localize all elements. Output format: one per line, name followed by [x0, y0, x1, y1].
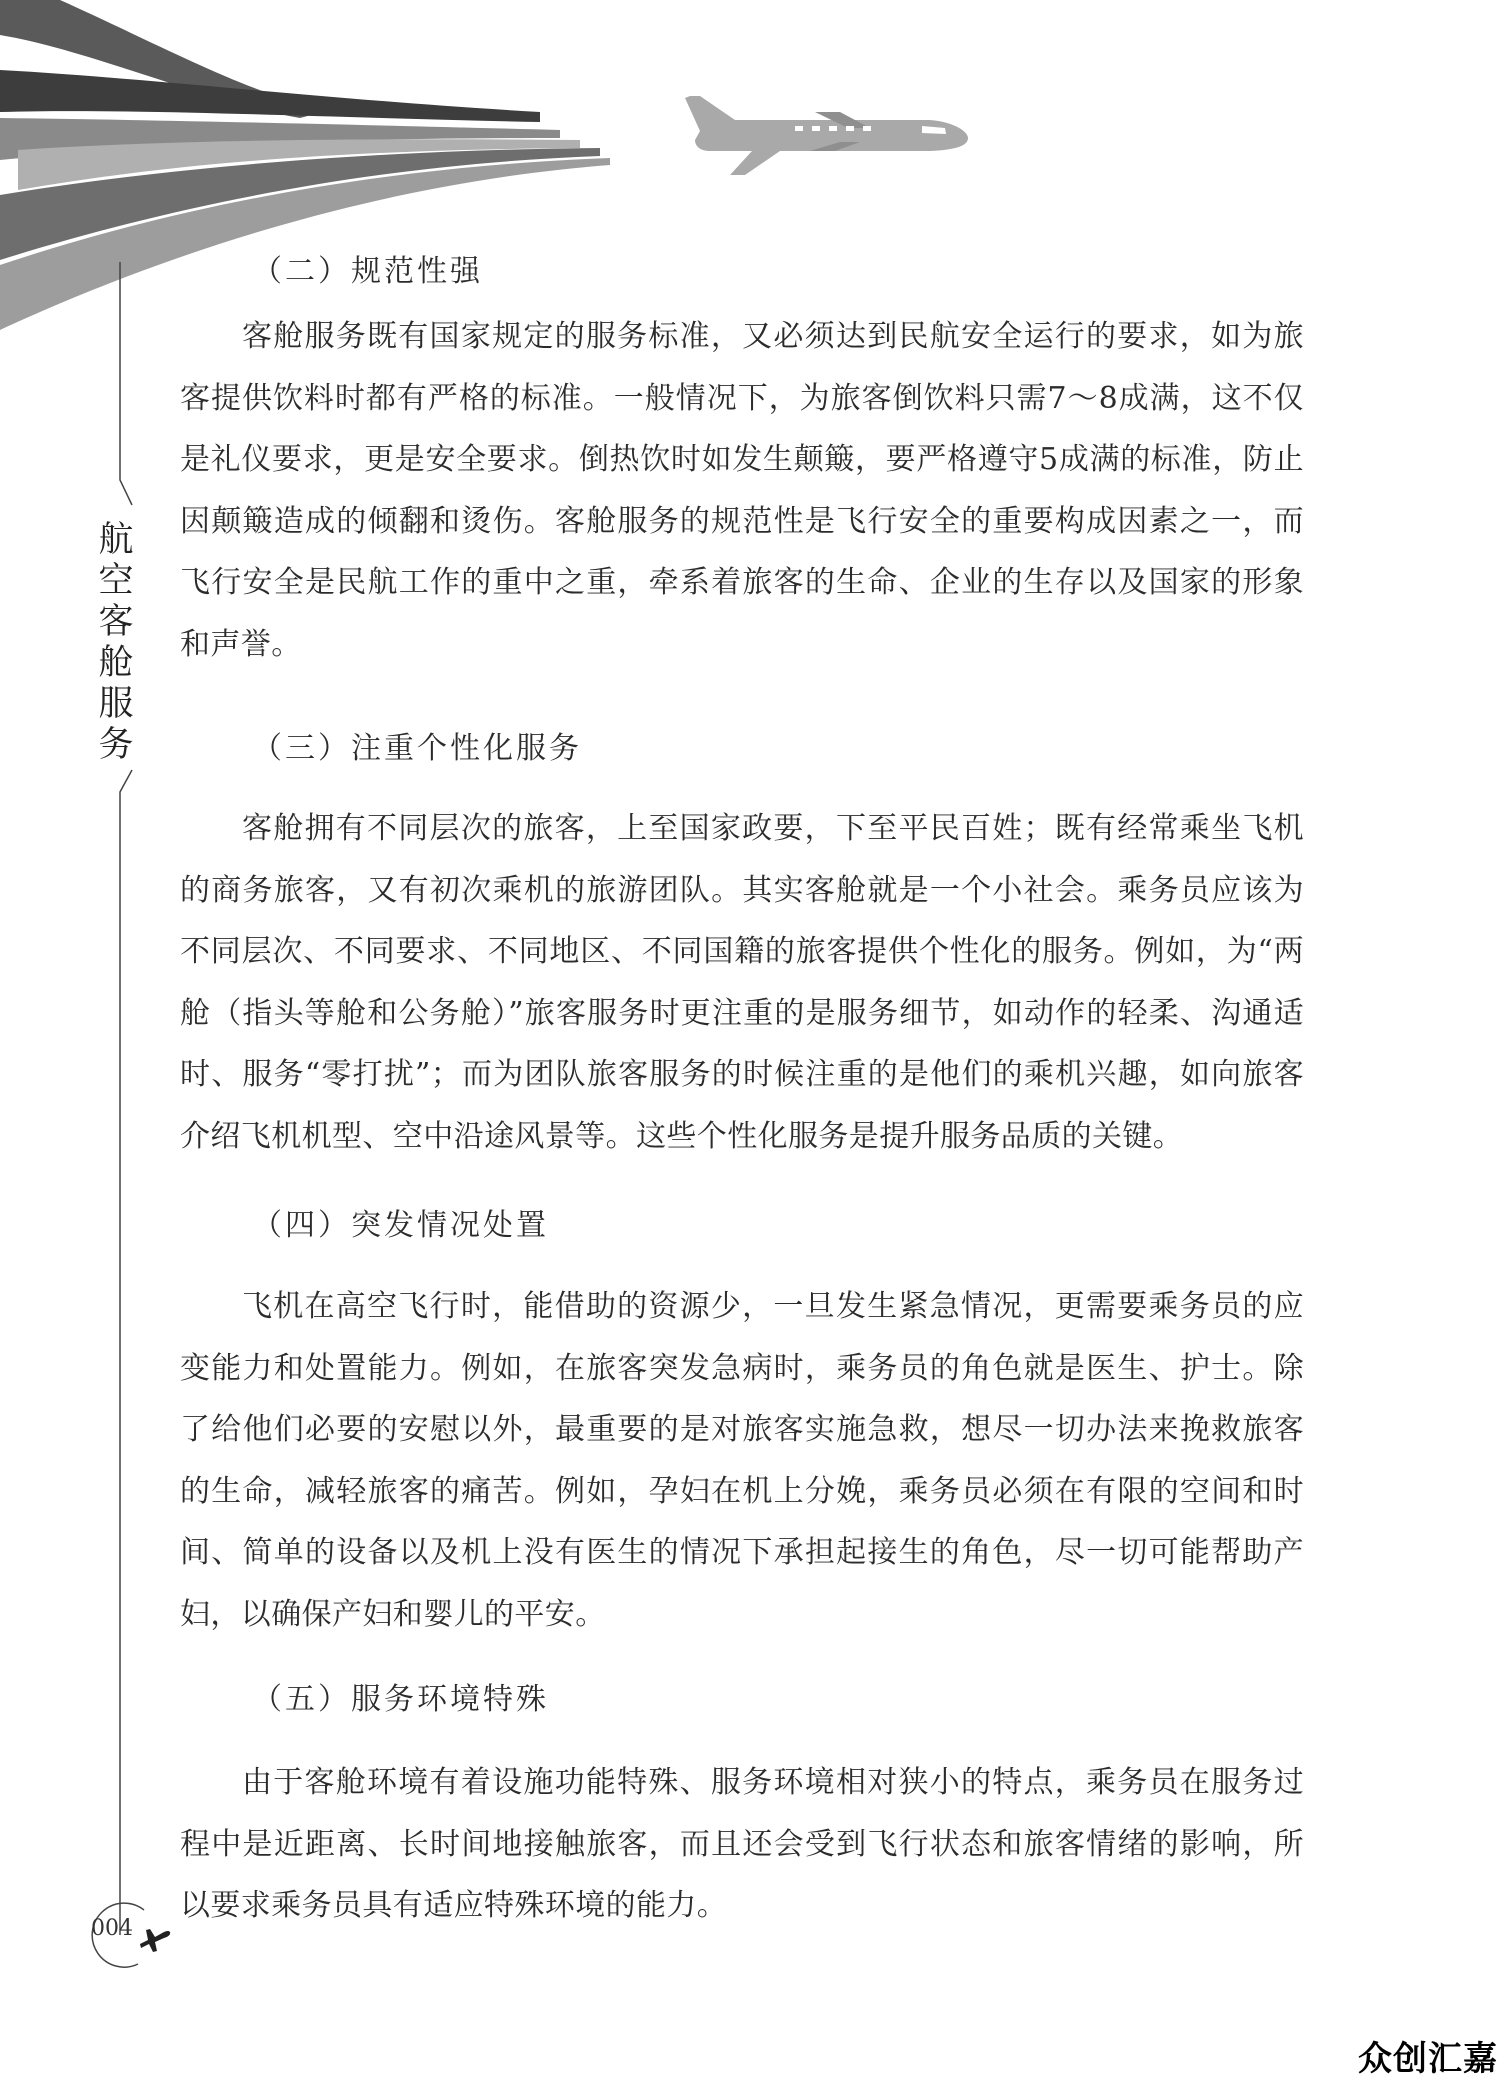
running-title-char: 服 — [98, 684, 134, 724]
section-heading: （二）规范性强 — [252, 254, 483, 289]
section-paragraph: 由于客舱环境有着设施功能特殊、服务环境相对狭小的特点，乘务员在服务过程中是近距离、长时间地接触旅客，而且还会受到飞行状态和旅客情绪的影响，所以要求乘务员具有适应特殊环境的能力。 — [180, 1765, 1304, 1923]
running-title-char: 空 — [98, 561, 134, 601]
section-paragraph: 飞机在高空飞行时，能借助的资源少，一旦发生紧急情况，更需要乘务员的应变能力和处置能力。例如，在旅客突发急病时，乘务员的角色就是医生、护士。除了给他们必要的安慰以外，最重要的是对旅客实施急救，想尽一切办法来挽救旅客的生命，减轻旅客的痛苦。例如，孕妇在机上分娩，乘务员必须在有限的空间和时间、简单的设备以及机上没有医生的情况下承担起接生的角色，尽一切可能帮助产妇，以确保产妇和婴儿的平安。 — [180, 1289, 1304, 1632]
page-number: 004 — [91, 1916, 133, 1941]
section-heading: （三）注重个性化服务 — [252, 731, 582, 766]
small-airplane-icon — [134, 1914, 174, 1954]
page-number-badge — [82, 1902, 178, 1974]
running-title-char: 舱 — [98, 643, 134, 683]
section-heading: （四）突发情况处置 — [252, 1208, 549, 1243]
running-title-char: 航 — [98, 520, 134, 560]
watermark-logo: 众创汇嘉 — [1358, 2039, 1498, 2079]
running-title — [96, 520, 136, 766]
running-title-char: 务 — [98, 725, 134, 765]
side-rule — [0, 0, 160, 1990]
section-paragraph: 客舱拥有不同层次的旅客，上至国家政要，下至平民百姓；既有经常乘坐飞机的商务旅客，又有初次乘机的旅游团队。其实客舱就是一个小社会。乘务员应该为不同层次、不同要求、不同地区、不同国籍的旅客提供个性化的服务。例如，为“两舱（指头等舱和公务舱）”旅客服务时更注重的是服务细节，如动作的轻柔、沟通适时、服务“零打扰”；而为团队旅客服务的时候注重的是他们的乘机兴趣，如向旅客介绍飞机机型、空中沿途风景等。这些个性化服务是提升服务品质的关键。 — [180, 811, 1304, 1154]
section-heading: （五）服务环境特殊 — [252, 1682, 549, 1717]
section-paragraph: 客舱服务既有国家规定的服务标准，又必须达到民航安全运行的要求，如为旅客提供饮料时都有严格的标准。一般情况下，为旅客倒饮料只需7～8成满，这不仅是礼仪要求，更是安全要求。倒热饮时如发生颠簸，要严格遵守5成满的标准，防止因颠簸造成的倾翻和烫伤。客舱服务的规范性是飞行安全的重要构成因素之一，而飞行安全是民航工作的重中之重，牵系着旅客的生命、企业的生存以及国家的形象和声誉。 — [180, 319, 1304, 662]
running-title-char: 客 — [98, 602, 134, 642]
